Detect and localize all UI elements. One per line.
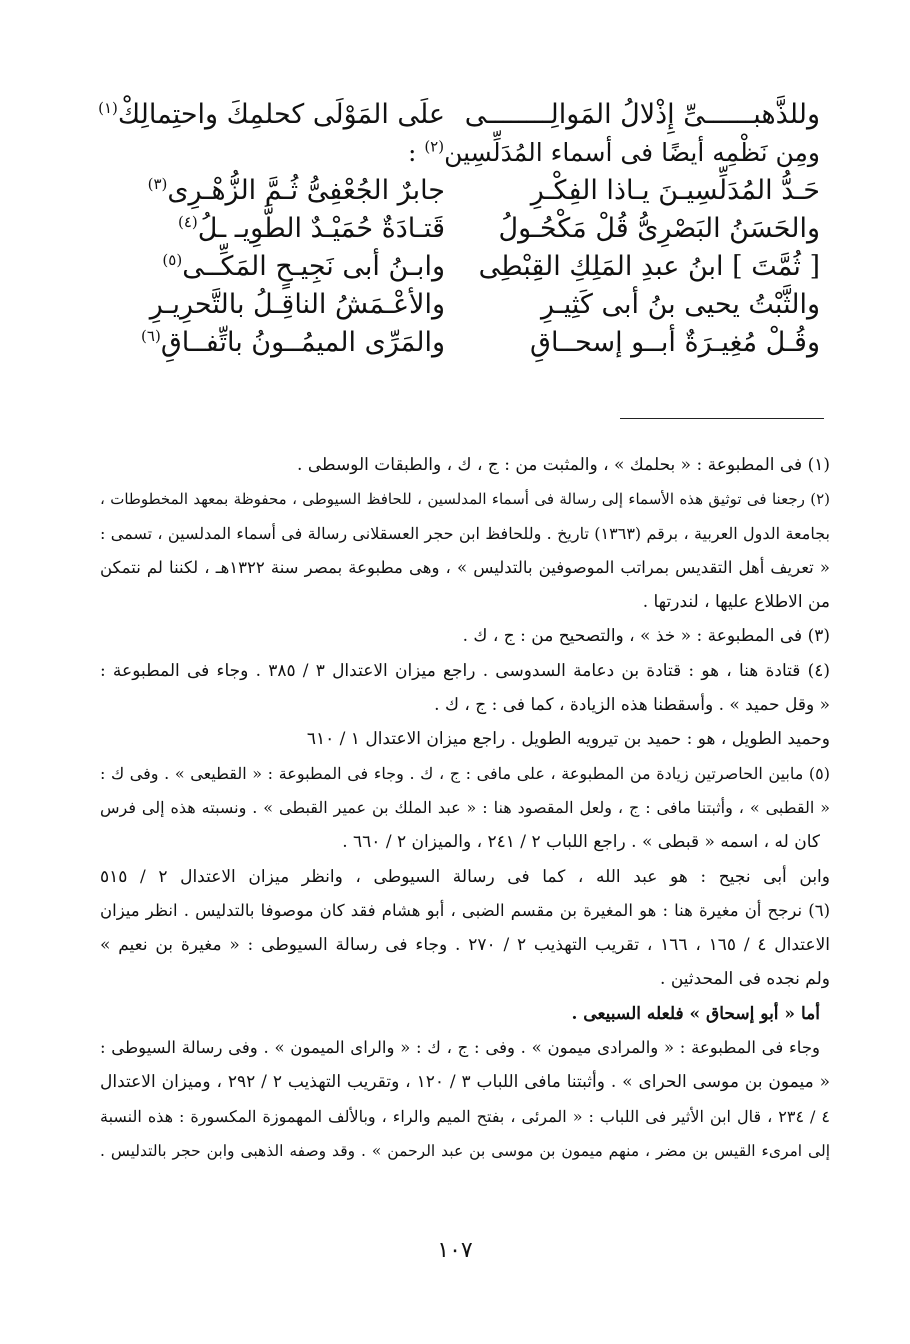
verse-line-2 [92,172,820,210]
verse-hemistich-first: حَـدُّ المُدَلِّسِيـنَ يـاذا الفِكْـرِ [530,175,820,206]
prose-intro-text: ومِن نَظْمِه أيضًا فى أسماء المُدَلِّسِين [444,138,820,167]
verse-line-3 [92,210,820,248]
footnote-line: « ميمون بن موسى الحراى » . وأثبتنا مافى اللباب ٣ / ١٢٠ ، وتقريب التهذيب ٢ / ٢٩٢ ، وميزان الاعتدال [100,1072,830,1093]
footnote-line: « وقل حميد » . وأسقطنا هذه الزيادة ، كما فى : ج ، ك . [434,695,830,716]
verse-hemistich-first: والثَّبْتُ يحيى بنُ أبى كَثِيـرِ [540,289,820,320]
footnote-line: من الاطلاع عليها ، لندرتها . [642,592,830,613]
footnote-line: أما « أبو إسحاق » فلعله السبيعى . [571,1003,820,1024]
verse-hemistich-second [92,248,445,286]
footnote-line: وابن أبى نجيح : هو عبد الله ، كما فى رسالة السيوطى ، وانظر ميزان الاعتدال ٢ / ٥١٥ [100,866,830,887]
prose-intro-colon: : [407,138,425,167]
page-number: ١٠٧ [437,1238,473,1263]
verse-hemistich-second-text: قَتـادَةٌ حُمَيْـدٌ الطَّوِيـ ـلُ [197,213,445,244]
verse-line-5 [92,286,820,324]
verse-hemistich-first: والحَسَنُ البَصْرِىُّ قُلْ مَكْحُـولُ [498,213,820,244]
verse-hemistich-second [92,96,445,134]
footnote-line: وجاء فى المطبوعة : « والمرادى ميمون » . وفى : ج ، ك : « والراى الميمون » . وفى رسالة السيوطى : [100,1038,820,1058]
footnote-separator [620,418,824,419]
verse-hemistich-second-text: علَى المَوْلَى كحلمِكَ واحتِمالِكْ [117,99,445,130]
footnote-marker: (٤) [177,213,198,231]
footnote-line: « القطبى » ، وأثبتنا مافى : ج ، ولعل المقصود هنا : « عبد الملك بن عمير القبطى » . ونسبته هذه إلى فرس [100,797,830,817]
verse-hemistich-second-text: والمَرِّى الميمُــونُ باتِّفــاقِ [160,327,445,358]
poem-block [92,96,820,362]
footnote-marker: (٢) [424,137,445,156]
footnote-line: (٤) قتادة هنا ، هو : قتادة بن دعامة السدوسى . راجع ميزان الاعتدال ٣ / ٣٨٥ . وجاء فى المطبوعة : [100,660,830,681]
footnote-line: كان له ، اسمه « قبطى » . راجع اللباب ٢ / ٢٤١ ، والميزان ٢ / ٦٦٠ . [342,832,820,853]
verse-line-1 [92,96,820,134]
footnote-line: (٥) مابين الحاصرتين زيادة من المطبوعة ، على مافى : ج ، ك . وجاء فى المطبوعة : « القطيعى » . وفى ك : [100,763,830,783]
footnote-line: (٣) فى المطبوعة : « خذ » ، والتصحيح من : ج ، ك . [462,626,830,647]
verse-hemistich-second-text: جابرٌ الجُعْفِىُّ ثُـمَّ الزُّهْـرِى [167,175,445,206]
footnote-line: (٦) نرجح أن مغيرة هنا : هو المغيرة بن مقسم الضبى ، أبو هشام فقد كان موصوفا بالتدليس . انظر ميزان [100,900,830,920]
footnote-line: (١) فى المطبوعة : « بحلمك » ، والمثبت من : ج ، ك ، والطبقات الوسطى . [297,455,830,475]
footnote-line: ولم نجده فى المحدثين . [660,969,830,990]
verse-hemistich-second [92,286,445,324]
footnote-marker: (٦) [141,327,161,345]
footnote-line: إلى امرىء القيس بن مضر ، منهم ميمون بن موسى بن عبد الرحمن » . وقد وصفه الذهبى وابن حجر بالتدليس . [100,1141,830,1160]
verse-hemistich-second-text: والأعْـمَشُ الناقِـلُ بالتَّحرِيـرِ [149,289,445,320]
prose-intro-line [92,134,820,172]
footnote-line: ٤ / ٢٣٤ ، قال ابن الأثير فى اللباب : « المرئى ، بفتح الميم والراء ، وبالألف المهموزة المكسورة : هذه النسبة [100,1106,830,1126]
footnote-marker: (١) [98,99,118,117]
footnote-line: وحميد الطويل ، هو : حميد بن تيرويه الطويل . راجع ميزان الاعتدال ١ / ٦١٠ [306,729,830,750]
footnote-line: الاعتدال ٤ / ١٦٥ ، ١٦٦ ، تقريب التهذيب ٢ / ٢٧٠ . وجاء فى رسالة السيوطى : « مغيرة بن نعيم » [100,935,830,956]
verse-hemistich-second-text: وابـنُ أبى نَجِيـحٍ المَكِّــى [182,251,445,282]
verse-line-6 [92,324,820,362]
verse-hemistich-second [92,324,445,362]
footnotes-block [100,448,830,1168]
footnote-line: « تعريف أهل التقديس بمراتب الموصوفين بالتدليس » ، وهى مطبوعة بمصر سنة ١٣٢٢هـ ، لكننا لم نتمكن [100,557,830,577]
verse-hemistich-first: وللذَّهبــــــىِّ إِذْلالُ المَوالِــــــــى [464,99,820,130]
footnote-marker: (٣) [147,175,168,193]
verse-hemistich-second [92,210,445,248]
footnote-marker: (٥) [162,251,183,269]
footnote-line: (٢) رجعنا فى توثيق هذه الأسماء إلى رسالة فى أسماء المدلسين ، للحافظ السيوطى ، محفوظة بمعهد المخطوطات ، [100,490,830,509]
footnote-line: بجامعة الدول العربية ، برقم (١٣٦٣) تاريخ . وللحافظ ابن حجر العسقلانى رسالة فى أسماء المدلسين ، تسمى : [100,523,831,543]
verse-hemistich-first: وقُـلْ مُغِيـرَةٌ أبــو إسحــاقِ [530,327,820,358]
verse-hemistich-second [92,172,445,210]
verse-hemistich-first: [ ثُمَّتَ ] ابنُ عبدِ المَلِكِ القِبْطِى [478,251,820,282]
verse-line-4 [92,248,820,286]
